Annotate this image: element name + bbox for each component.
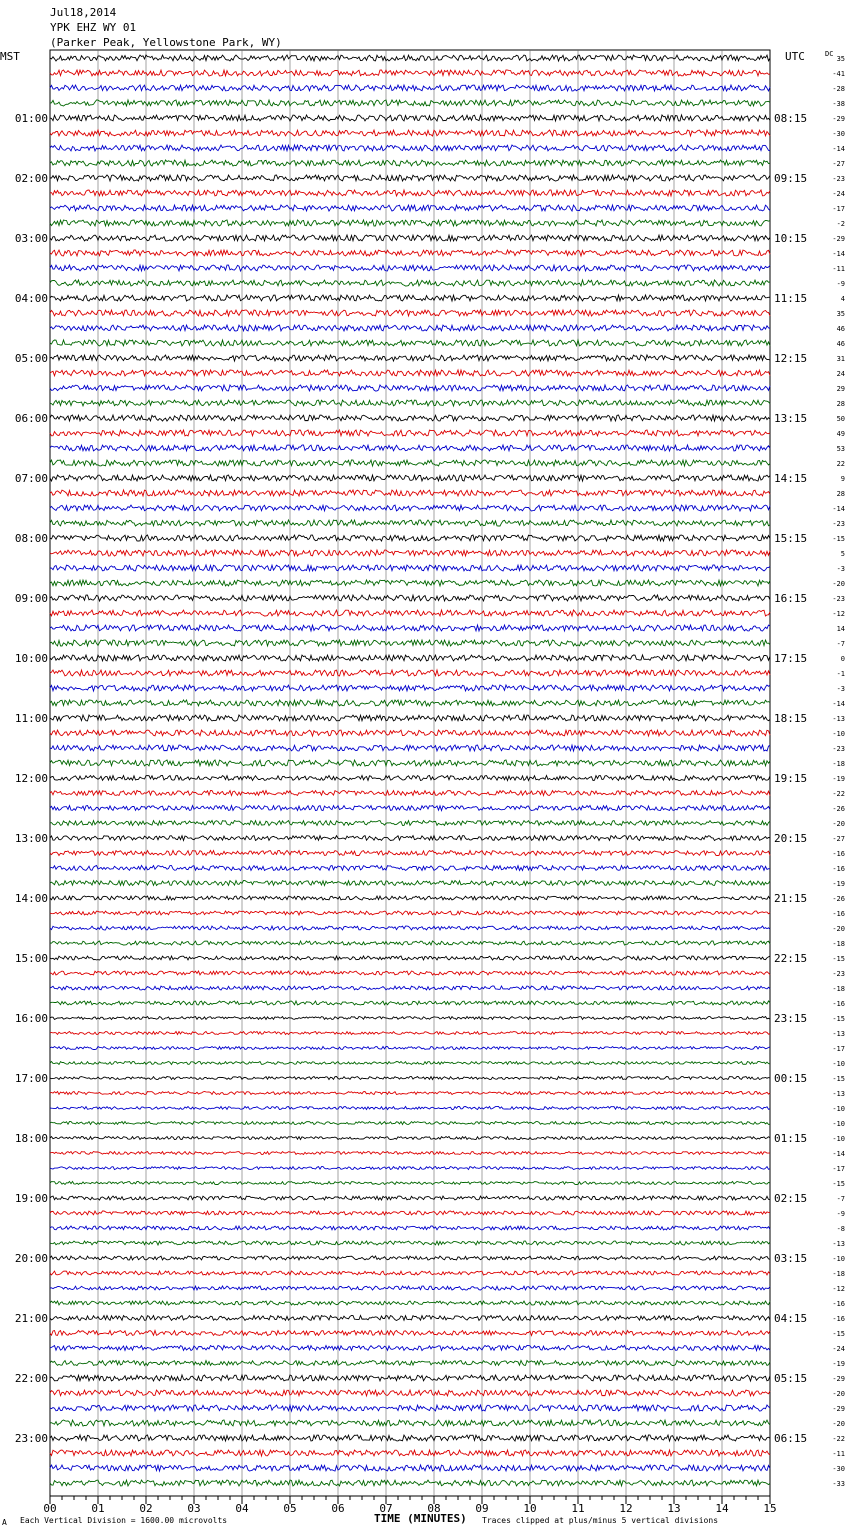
dc-offset-label: 35 bbox=[836, 310, 845, 318]
seismic-trace bbox=[50, 115, 770, 121]
seismic-trace bbox=[50, 235, 770, 241]
dc-offset-label: -9 bbox=[836, 1210, 845, 1218]
dc-offset-label: -16 bbox=[832, 1315, 845, 1323]
seismic-trace bbox=[50, 1450, 770, 1456]
seismic-trace bbox=[50, 1286, 770, 1290]
seismic-trace bbox=[50, 926, 770, 930]
left-hour-label: 03:00 bbox=[14, 232, 48, 245]
right-hour-label: 22:15 bbox=[774, 952, 808, 965]
right-hour-label: 17:15 bbox=[774, 652, 808, 665]
seismic-trace bbox=[50, 265, 770, 271]
right-hour-label: 06:15 bbox=[774, 1432, 808, 1445]
x-tick-label: 11 bbox=[571, 1502, 585, 1515]
dc-offset-label: -13 bbox=[832, 1090, 845, 1098]
dc-offset-label: -15 bbox=[832, 1075, 845, 1083]
dc-offset-label: 9 bbox=[840, 475, 845, 483]
left-hour-label: 02:00 bbox=[14, 172, 48, 185]
dc-offset-label: -7 bbox=[836, 640, 845, 648]
dc-offset-label: -29 bbox=[832, 1405, 845, 1413]
dc-offset-label: -11 bbox=[832, 1450, 845, 1458]
dc-offset-label: -14 bbox=[832, 700, 845, 708]
left-hour-label: 11:00 bbox=[14, 712, 48, 725]
seismic-trace bbox=[50, 1032, 770, 1035]
dc-offset-label: -11 bbox=[832, 265, 845, 273]
dc-offset-label: -17 bbox=[832, 1165, 845, 1173]
dc-offset-label: -27 bbox=[832, 160, 845, 168]
seismic-trace bbox=[50, 670, 770, 676]
x-tick-label: 04 bbox=[235, 1502, 249, 1515]
dc-offset-label: 49 bbox=[836, 430, 845, 438]
dc-offset-label: -15 bbox=[832, 535, 845, 543]
dc-offset-label: -19 bbox=[832, 775, 845, 783]
x-axis-title: TIME (MINUTES) bbox=[374, 1512, 467, 1525]
seismic-trace bbox=[50, 250, 770, 256]
seismic-trace bbox=[50, 280, 770, 286]
dc-offset-label: -33 bbox=[832, 1480, 845, 1488]
dc-offset-label: -10 bbox=[832, 1105, 845, 1113]
seismic-trace bbox=[50, 625, 770, 631]
dc-offset-label: -19 bbox=[832, 880, 845, 888]
seismic-trace bbox=[50, 1182, 770, 1185]
seismic-trace bbox=[50, 791, 770, 796]
seismic-trace bbox=[50, 1001, 770, 1005]
dc-offset-label: 22 bbox=[836, 460, 845, 468]
dc-offset-label: -41 bbox=[832, 70, 845, 78]
left-timezone-label: MST bbox=[0, 50, 20, 63]
x-tick-label: 14 bbox=[715, 1502, 729, 1515]
seismic-trace bbox=[50, 956, 770, 960]
dc-offset-label: -24 bbox=[832, 190, 845, 198]
dc-offset-label: -20 bbox=[832, 1420, 845, 1428]
seismic-trace bbox=[50, 130, 770, 136]
seismic-trace bbox=[50, 190, 770, 196]
seismic-trace bbox=[50, 1301, 770, 1305]
dc-offset-label: 53 bbox=[836, 445, 845, 453]
right-hour-label: 19:15 bbox=[774, 772, 808, 785]
left-hour-label: 22:00 bbox=[14, 1372, 48, 1385]
x-tick-label: 06 bbox=[331, 1502, 345, 1515]
right-hour-label: 12:15 bbox=[774, 352, 808, 365]
seismic-trace bbox=[50, 941, 770, 945]
dc-offset-label: 29 bbox=[836, 385, 845, 393]
seismic-trace bbox=[50, 595, 770, 601]
dc-offset-label: -19 bbox=[832, 1360, 845, 1368]
dc-offset-label: -13 bbox=[832, 1030, 845, 1038]
dc-offset-label: -14 bbox=[832, 1150, 845, 1158]
seismic-trace bbox=[50, 1137, 770, 1140]
left-hour-label: 04:00 bbox=[14, 292, 48, 305]
right-hour-label: 15:15 bbox=[774, 532, 808, 545]
seismic-trace bbox=[50, 385, 770, 391]
left-hour-label: 17:00 bbox=[14, 1072, 48, 1085]
dc-offset-label: -14 bbox=[832, 505, 845, 513]
dc-offset-label: -10 bbox=[832, 1060, 845, 1068]
dc-offset-label: -26 bbox=[832, 805, 845, 813]
seismic-trace bbox=[50, 1405, 770, 1411]
left-hour-label: 01:00 bbox=[14, 112, 48, 125]
seismic-trace bbox=[50, 1226, 770, 1230]
seismic-trace bbox=[50, 355, 770, 361]
dc-offset-label: -22 bbox=[832, 1435, 845, 1443]
seismic-trace bbox=[50, 535, 770, 541]
dc-offset-label: -10 bbox=[832, 1120, 845, 1128]
dc-offset-label: 24 bbox=[836, 370, 845, 378]
station-label: YPK EHZ WY 01 bbox=[50, 21, 137, 34]
date-label: Jul18,2014 bbox=[50, 6, 117, 19]
left-hour-label: 09:00 bbox=[14, 592, 48, 605]
left-hour-label: 23:00 bbox=[14, 1432, 48, 1445]
dc-offset-label: -29 bbox=[832, 115, 845, 123]
dc-offset-label: -16 bbox=[832, 865, 845, 873]
dc-offset-label: -28 bbox=[832, 85, 845, 93]
seismic-trace bbox=[50, 415, 770, 421]
x-tick-label: 10 bbox=[523, 1502, 537, 1515]
left-hour-label: 06:00 bbox=[14, 412, 48, 425]
seismic-trace bbox=[50, 971, 770, 975]
dc-offset-label: -10 bbox=[832, 730, 845, 738]
seismic-trace bbox=[50, 1122, 770, 1125]
seismic-trace bbox=[50, 836, 770, 841]
seismic-trace bbox=[50, 310, 770, 316]
right-timezone-label: UTC bbox=[785, 50, 805, 63]
seismic-trace bbox=[50, 866, 770, 871]
right-hour-label: 00:15 bbox=[774, 1072, 808, 1085]
dc-offset-label: -23 bbox=[832, 520, 845, 528]
dc-label: DC bbox=[825, 50, 834, 58]
seismic-trace bbox=[50, 821, 770, 826]
seismic-trace bbox=[50, 1062, 770, 1065]
dc-offset-label: -26 bbox=[832, 895, 845, 903]
dc-offset-label: -22 bbox=[832, 790, 845, 798]
right-hour-label: 20:15 bbox=[774, 832, 808, 845]
seismic-trace bbox=[50, 1167, 770, 1170]
dc-offset-label: 14 bbox=[836, 625, 845, 633]
dc-offset-label: -17 bbox=[832, 205, 845, 213]
seismic-trace bbox=[50, 520, 770, 526]
dc-offset-label: -20 bbox=[832, 925, 845, 933]
seismic-trace bbox=[50, 160, 770, 166]
seismic-trace bbox=[50, 1465, 770, 1471]
dc-offset-label: -23 bbox=[832, 970, 845, 978]
seismic-trace bbox=[50, 896, 770, 900]
dc-offset-label: -13 bbox=[832, 715, 845, 723]
right-hour-label: 11:15 bbox=[774, 292, 808, 305]
seismic-trace bbox=[50, 1256, 770, 1260]
dc-offset-label: 31 bbox=[836, 355, 845, 363]
right-hour-label: 23:15 bbox=[774, 1012, 808, 1025]
right-hour-label: 08:15 bbox=[774, 112, 808, 125]
right-hour-label: 18:15 bbox=[774, 712, 808, 725]
seismic-trace bbox=[50, 1375, 770, 1381]
seismic-trace bbox=[50, 505, 770, 511]
seismic-trace bbox=[50, 400, 770, 406]
seismic-trace bbox=[50, 70, 770, 76]
dc-offset-label: -20 bbox=[832, 580, 845, 588]
dc-offset-label: -13 bbox=[832, 1240, 845, 1248]
seismic-trace bbox=[50, 1271, 770, 1275]
left-hour-label: 20:00 bbox=[14, 1252, 48, 1265]
seismic-trace bbox=[50, 145, 770, 151]
left-hour-label: 21:00 bbox=[14, 1312, 48, 1325]
seismic-trace bbox=[50, 1480, 770, 1486]
seismic-trace bbox=[50, 745, 770, 751]
seismic-trace bbox=[50, 55, 770, 61]
dc-offset-label: -8 bbox=[836, 1225, 845, 1233]
dc-offset-label: -9 bbox=[836, 280, 845, 288]
dc-offset-label: 35 bbox=[836, 55, 845, 63]
seismic-trace bbox=[50, 700, 770, 706]
x-tick-label: 00 bbox=[43, 1502, 57, 1515]
dc-offset-label: -1 bbox=[836, 670, 845, 678]
dc-offset-label: -10 bbox=[832, 1135, 845, 1143]
seismic-trace bbox=[50, 220, 770, 226]
right-hour-label: 04:15 bbox=[774, 1312, 808, 1325]
dc-offset-label: -23 bbox=[832, 745, 845, 753]
left-hour-label: 13:00 bbox=[14, 832, 48, 845]
dc-offset-label: -38 bbox=[832, 100, 845, 108]
right-hour-label: 09:15 bbox=[774, 172, 808, 185]
seismic-trace bbox=[50, 445, 770, 451]
left-hour-label: 18:00 bbox=[14, 1132, 48, 1145]
dc-offset-label: -3 bbox=[836, 565, 845, 573]
dc-offset-label: -3 bbox=[836, 685, 845, 693]
seismic-trace bbox=[50, 1196, 770, 1200]
dc-offset-label: -16 bbox=[832, 1300, 845, 1308]
left-hour-label: 16:00 bbox=[14, 1012, 48, 1025]
seismic-trace bbox=[50, 1077, 770, 1080]
seismic-trace bbox=[50, 1241, 770, 1245]
dc-offset-label: -15 bbox=[832, 955, 845, 963]
dc-offset-label: -18 bbox=[832, 985, 845, 993]
x-tick-label: 05 bbox=[283, 1502, 297, 1515]
seismic-trace bbox=[50, 430, 770, 436]
seismic-trace bbox=[50, 881, 770, 886]
seismic-trace bbox=[50, 806, 770, 811]
dc-offset-label: -23 bbox=[832, 595, 845, 603]
seismic-trace bbox=[50, 610, 770, 616]
left-hour-label: 12:00 bbox=[14, 772, 48, 785]
dc-offset-label: 28 bbox=[836, 490, 845, 498]
right-hour-label: 14:15 bbox=[774, 472, 808, 485]
dc-offset-label: -18 bbox=[832, 1270, 845, 1278]
dc-offset-label: 28 bbox=[836, 400, 845, 408]
dc-offset-label: -30 bbox=[832, 1465, 845, 1473]
dc-offset-label: -17 bbox=[832, 1045, 845, 1053]
seismic-trace bbox=[50, 460, 770, 466]
dc-offset-label: -20 bbox=[832, 820, 845, 828]
seismic-trace bbox=[50, 1211, 770, 1215]
right-hour-label: 05:15 bbox=[774, 1372, 808, 1385]
seismic-trace bbox=[50, 986, 770, 990]
seismic-trace bbox=[50, 1361, 770, 1366]
seismic-trace bbox=[50, 85, 770, 91]
left-hour-label: 15:00 bbox=[14, 952, 48, 965]
seismic-trace bbox=[50, 550, 770, 556]
seismic-trace bbox=[50, 1420, 770, 1426]
dc-offset-label: 4 bbox=[840, 295, 845, 303]
seismic-trace bbox=[50, 640, 770, 646]
seismic-trace bbox=[50, 655, 770, 661]
clip-note: Traces clipped at plus/minus 5 vertical divisions bbox=[482, 1516, 719, 1525]
seismic-trace bbox=[50, 1047, 770, 1050]
dc-offset-label: -14 bbox=[832, 145, 845, 153]
location-label: (Parker Peak, Yellowstone Park, WY) bbox=[50, 36, 282, 49]
x-tick-label: 01 bbox=[91, 1502, 105, 1515]
dc-offset-label: -30 bbox=[832, 130, 845, 138]
dc-offset-label: -7 bbox=[836, 1195, 845, 1203]
dc-offset-label: 46 bbox=[836, 340, 845, 348]
right-hour-label: 16:15 bbox=[774, 592, 808, 605]
seismic-trace bbox=[50, 580, 770, 586]
seismic-trace bbox=[50, 1152, 770, 1155]
dc-offset-label: 5 bbox=[840, 550, 845, 558]
seismic-trace bbox=[50, 370, 770, 376]
dc-offset-label: -14 bbox=[832, 250, 845, 258]
dc-offset-label: -23 bbox=[832, 175, 845, 183]
seismic-trace bbox=[50, 1435, 770, 1441]
dc-offset-label: -15 bbox=[832, 1330, 845, 1338]
seismic-trace bbox=[50, 1092, 770, 1095]
x-tick-label: 02 bbox=[139, 1502, 153, 1515]
dc-offset-label: -12 bbox=[832, 610, 845, 618]
dc-offset-label: -27 bbox=[832, 835, 845, 843]
dc-offset-label: -15 bbox=[832, 1180, 845, 1188]
x-tick-label: 13 bbox=[667, 1502, 681, 1515]
left-hour-label: 19:00 bbox=[14, 1192, 48, 1205]
seismic-trace bbox=[50, 340, 770, 346]
seismic-trace bbox=[50, 1316, 770, 1321]
seismic-trace bbox=[50, 475, 770, 481]
seismic-trace bbox=[50, 1331, 770, 1336]
left-hour-label: 07:00 bbox=[14, 472, 48, 485]
seismic-trace bbox=[50, 100, 770, 106]
dc-offset-label: -18 bbox=[832, 940, 845, 948]
dc-offset-label: 50 bbox=[836, 415, 845, 423]
dc-offset-label: -10 bbox=[832, 1255, 845, 1263]
seismic-trace bbox=[50, 1017, 770, 1020]
x-tick-label: 03 bbox=[187, 1502, 201, 1515]
x-tick-label: 08 bbox=[427, 1502, 441, 1515]
seismic-trace bbox=[50, 851, 770, 856]
seismic-trace bbox=[50, 1390, 770, 1396]
dc-offset-label: -24 bbox=[832, 1345, 845, 1353]
left-hour-label: 10:00 bbox=[14, 652, 48, 665]
left-hour-label: 08:00 bbox=[14, 532, 48, 545]
dc-offset-label: -16 bbox=[832, 910, 845, 918]
scale-note: Each Vertical Division = 1600.00 microvolts bbox=[20, 1516, 228, 1525]
right-hour-label: 03:15 bbox=[774, 1252, 808, 1265]
dc-offset-label: -16 bbox=[832, 850, 845, 858]
seismic-trace bbox=[50, 776, 770, 781]
seismic-trace bbox=[50, 295, 770, 301]
dc-offset-label: 46 bbox=[836, 325, 845, 333]
x-tick-label: 12 bbox=[619, 1502, 633, 1515]
seismic-trace bbox=[50, 490, 770, 496]
seismic-trace bbox=[50, 205, 770, 211]
dc-offset-label: -20 bbox=[832, 1390, 845, 1398]
dc-offset-label: -29 bbox=[832, 235, 845, 243]
left-hour-label: 14:00 bbox=[14, 892, 48, 905]
dc-offset-label: -12 bbox=[832, 1285, 845, 1293]
seismic-trace bbox=[50, 1346, 770, 1351]
dc-offset-label: -2 bbox=[836, 220, 845, 228]
seismic-trace bbox=[50, 565, 770, 571]
seismic-trace bbox=[50, 911, 770, 915]
right-hour-label: 10:15 bbox=[774, 232, 808, 245]
dc-offset-label: -15 bbox=[832, 1015, 845, 1023]
right-hour-label: 01:15 bbox=[774, 1132, 808, 1145]
corner-mark: A bbox=[2, 1518, 7, 1527]
x-tick-label: 07 bbox=[379, 1502, 393, 1515]
x-tick-label: 09 bbox=[475, 1502, 489, 1515]
seismic-trace bbox=[50, 730, 770, 736]
seismic-trace bbox=[50, 175, 770, 181]
x-tick-label: 15 bbox=[763, 1502, 777, 1515]
seismic-trace bbox=[50, 1107, 770, 1110]
right-hour-label: 13:15 bbox=[774, 412, 808, 425]
right-hour-label: 21:15 bbox=[774, 892, 808, 905]
dc-offset-label: 0 bbox=[840, 655, 845, 663]
seismic-trace bbox=[50, 685, 770, 691]
seismic-trace bbox=[50, 715, 770, 721]
dc-offset-label: -29 bbox=[832, 1375, 845, 1383]
seismic-trace bbox=[50, 760, 770, 766]
right-hour-label: 02:15 bbox=[774, 1192, 808, 1205]
dc-offset-label: -18 bbox=[832, 760, 845, 768]
seismic-trace bbox=[50, 325, 770, 331]
left-hour-label: 05:00 bbox=[14, 352, 48, 365]
dc-offset-label: -16 bbox=[832, 1000, 845, 1008]
